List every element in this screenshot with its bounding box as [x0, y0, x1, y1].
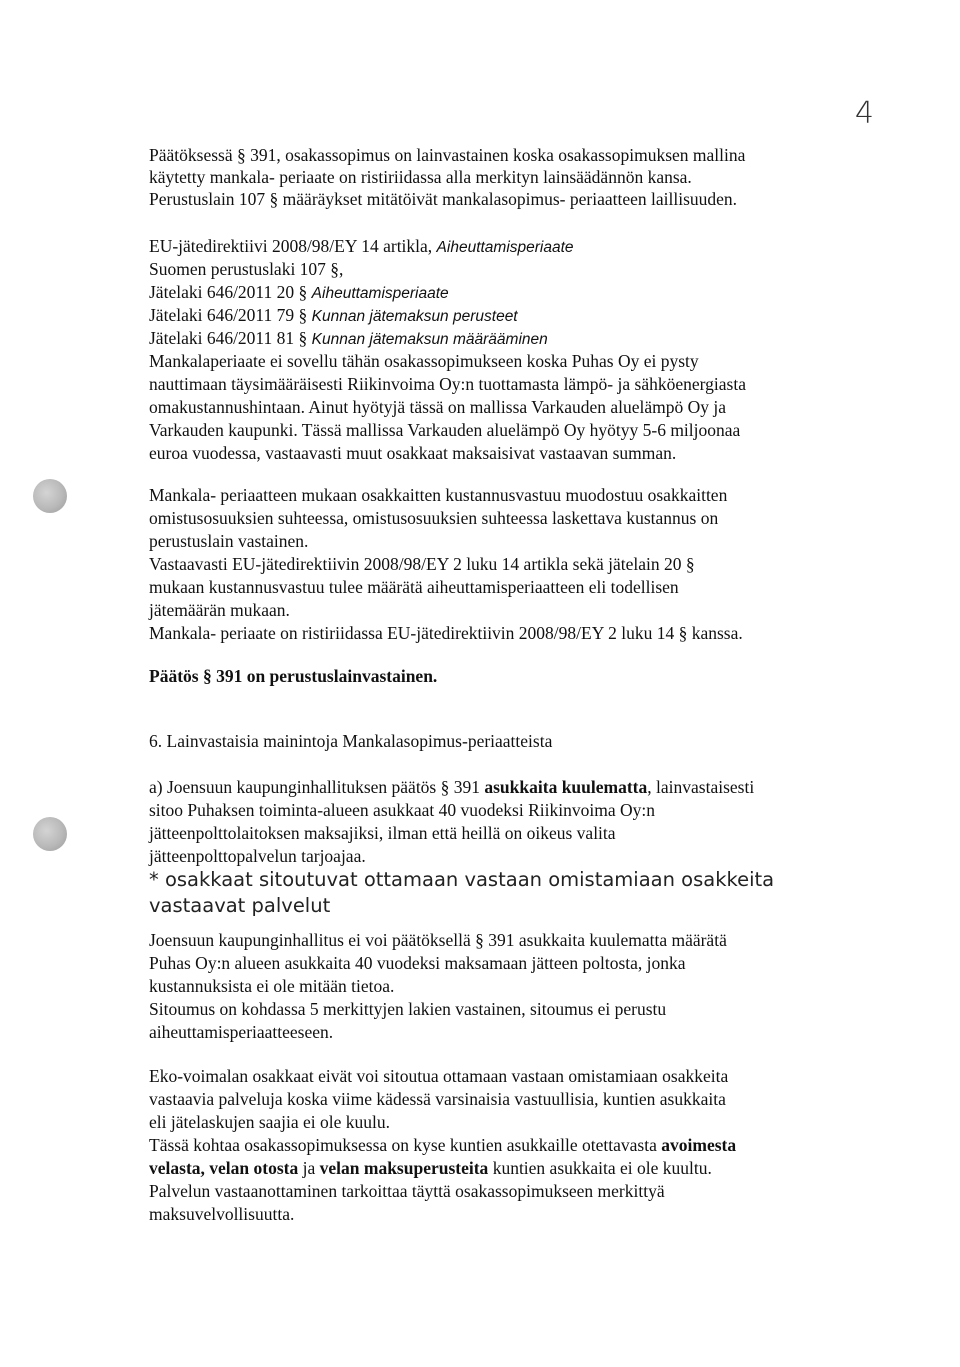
- text-line: sitoo Puhaksen toiminta-alueen asukkaat 40 vuodeksi Riikinvoima Oy:n: [149, 800, 655, 820]
- text-line: jätteenpolttopalvelun tarjoajaa.: [149, 846, 366, 866]
- text-run: , lainvastaisesti: [647, 777, 755, 797]
- text-line: [149, 235, 574, 259]
- law-ref: Jätelaki 646/2011 20 §: [149, 282, 312, 302]
- text-line: [149, 304, 518, 328]
- text-line: vastaavia palveluja koska viime kädessä varsinaisia vastuullisia, kuntien asukkaita: [149, 1089, 726, 1109]
- emphasis-run: velan maksuperusteita: [319, 1158, 489, 1178]
- text-line: Perustuslain 107 § määräykset mitätöivät mankalasopimus- periaatteen laillisuuden.: [149, 189, 738, 209]
- text-line: aiheuttamisperiaatteeseen.: [149, 1022, 334, 1042]
- text-line: Mankalaperiaate ei sovellu tähän osakassopimukseen koska Puhas Oy ei pysty: [149, 351, 699, 371]
- law-title: Kunnan jätemaksun määrääminen: [311, 331, 548, 348]
- text-line: [149, 1157, 712, 1179]
- text-line: eli jätelaskujen saajia ei ole kuulu.: [149, 1112, 391, 1132]
- text-line: omistusosuuksien suhteessa, omistusosuuksien suhteessa laskettava kustannus on: [149, 508, 719, 528]
- punch-hole-top: [33, 479, 67, 513]
- law-ref: Jätelaki 646/2011 81 §: [149, 328, 312, 348]
- text-run: a) Joensuun kaupunginhallituksen päätös § 391: [149, 777, 485, 797]
- text-line: [149, 281, 449, 305]
- text-line: käytetty mankala- periaate on ristiriidassa alla merkityn lainsäädännön kansa.: [149, 167, 692, 187]
- law-title: Aiheuttamisperiaate: [436, 239, 574, 256]
- text-line: Vastaavasti EU-jätedirektiivin 2008/98/EY 2 luku 14 artikla sekä jätelain 20 §: [149, 554, 695, 574]
- text-line: [149, 327, 548, 351]
- text-line: Joensuun kaupunginhallitus ei voi päätöksellä § 391 asukkaita kuulematta määrätä: [149, 930, 727, 950]
- text-line: omakustannushintaan. Ainut hyötyjä tässä on mallissa Varkauden aluelämpö Oy ja: [149, 397, 727, 417]
- text-line: Palvelun vastaanottaminen tarkoittaa täyttä osakassopimukseen merkittyä: [149, 1181, 665, 1201]
- section-heading: 6. Lainvastaisia mainintoja Mankalasopimus-periaatteista: [149, 731, 553, 751]
- law-title: Aiheuttamisperiaate: [311, 285, 449, 302]
- emphasis-run: avoimesta: [661, 1135, 737, 1155]
- text-line: Mankala- periaatteen mukaan osakkaitten kustannusvastuu muodostuu osakkaitten: [149, 485, 728, 505]
- text-line: jätteenpolttolaitoksen maksajiksi, ilman että heillä on oikeus valita: [149, 823, 616, 843]
- text-line: [149, 1134, 736, 1156]
- text-line: Suomen perustuslaki 107 §,: [149, 259, 344, 279]
- emphasis-run: asukkaita kuulematta: [484, 777, 648, 797]
- text-line: kustannuksista ei ole mitään tietoa.: [149, 976, 395, 996]
- text-line: [149, 776, 754, 798]
- text-line: Eko-voimalan osakkaat eivät voi sitoutua ottamaan vastaan omistamiaan osakkeita: [149, 1066, 729, 1086]
- text-line: maksuvelvollisuutta.: [149, 1204, 295, 1224]
- text-line: Päätöksessä § 391, osakassopimus on lainvastainen koska osakassopimuksen mallina: [149, 145, 746, 165]
- highlight-line: * osakkaat sitoutuvat ottamaan vastaan omistamiaan osakkeita: [149, 868, 775, 891]
- text-line: Varkauden kaupunki. Tässä mallissa Varkauden aluelämpö Oy hyötyy 5-6 miljoonaa: [149, 420, 741, 440]
- text-line: nauttimaan täysimääräisesti Riikinvoima Oy:n tuottamasta lämpö- ja sähköenergiasta: [149, 374, 746, 394]
- decision-statement: Päätös § 391 on perustuslainvastainen.: [149, 666, 438, 686]
- text-line: jätemäärän mukaan.: [149, 600, 290, 620]
- law-ref: EU-jätedirektiivi 2008/98/EY 14 artikla,: [149, 236, 437, 256]
- text-line: mukaan kustannusvastuu tulee määrätä aiheuttamisperiaatteen eli todellisen: [149, 577, 679, 597]
- page-number: 4: [854, 96, 874, 131]
- emphasis-run: velasta, velan otosta: [149, 1158, 299, 1178]
- law-ref: Jätelaki 646/2011 79 §: [149, 305, 312, 325]
- punch-hole-bottom: [33, 817, 67, 851]
- law-title: Kunnan jätemaksun perusteet: [311, 308, 518, 325]
- text-line: Mankala- periaate on ristiriidassa EU-jätedirektiivin 2008/98/EY 2 luku 14 § kanssa.: [149, 623, 743, 643]
- highlight-line: vastaavat palvelut: [149, 894, 331, 917]
- text-run: Tässä kohtaa osakassopimuksessa on kyse kuntien asukkaille otettavasta: [149, 1135, 662, 1155]
- text-run: ja: [298, 1158, 320, 1178]
- text-line: euroa vuodessa, vastaavasti muut osakkaat maksaisivat vastaavan summan.: [149, 443, 677, 463]
- text-line: perustuslain vastainen.: [149, 531, 309, 551]
- text-run: kuntien asukkaita ei ole kuultu.: [488, 1158, 712, 1178]
- text-line: Puhas Oy:n alueen asukkaita 40 vuodeksi maksamaan jätteen poltosta, jonka: [149, 953, 686, 973]
- text-line: Sitoumus on kohdassa 5 merkittyjen lakien vastainen, sitoumus ei perustu: [149, 999, 667, 1019]
